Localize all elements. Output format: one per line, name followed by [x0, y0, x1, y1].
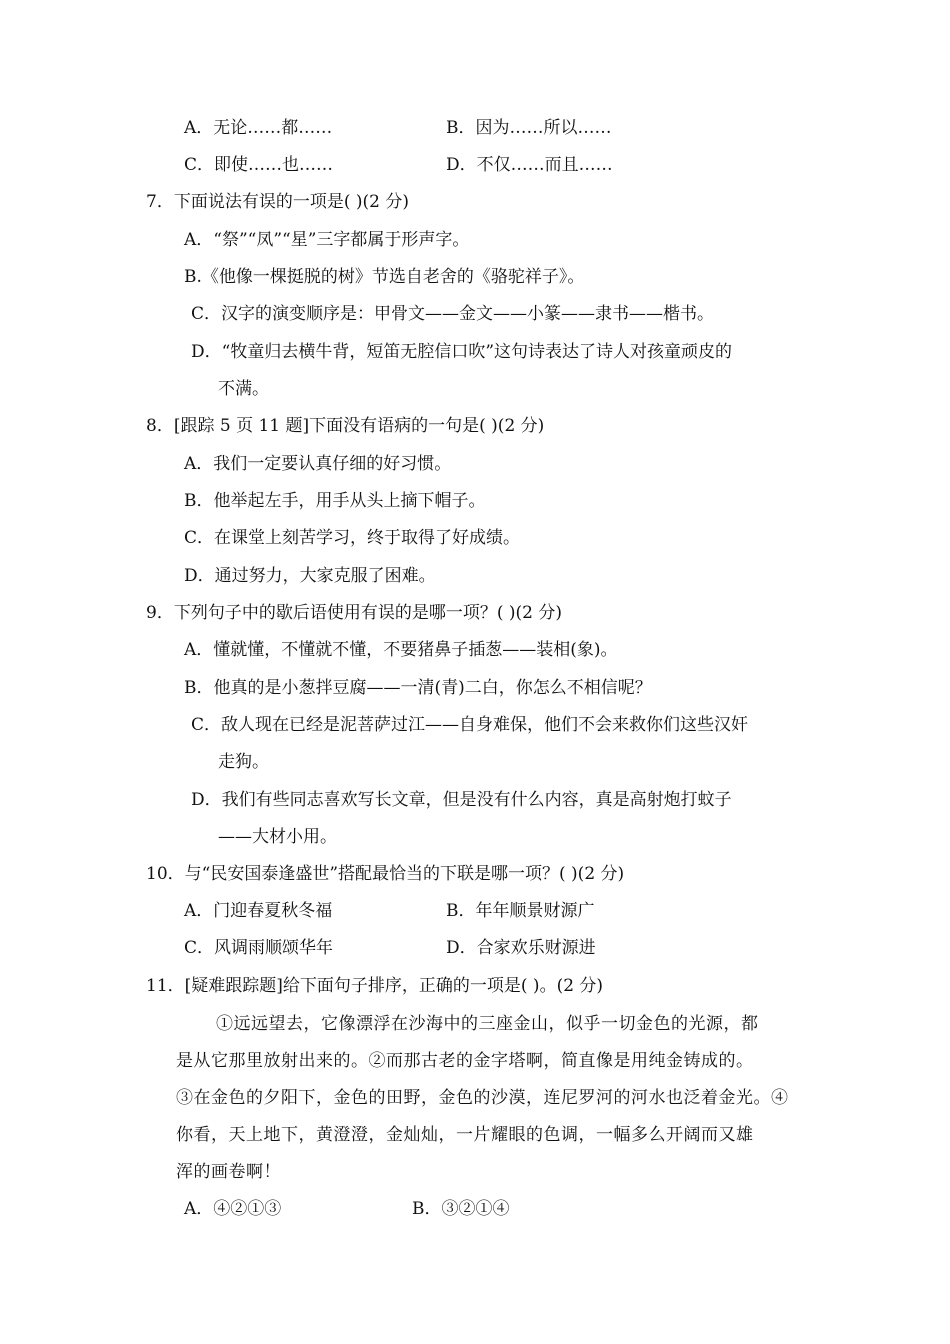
q9-option-b: B．他真的是小葱拌豆腐——一清(青)二白，你怎么不相信呢？: [184, 678, 652, 698]
q10-option-d: D．合家欢乐财源进: [446, 938, 596, 958]
q10-option-c: C．风调雨顺颂华年: [184, 938, 334, 958]
q11-passage-line: ①远远望去，它像漂浮在沙海中的三座金山，似乎一切金色的光源，都: [216, 1014, 759, 1034]
q7-option-d-line2: 不满。: [218, 379, 269, 399]
q9-stem: 9．下列句子中的歇后语使用有误的是哪一项？( )(2 分): [146, 603, 562, 623]
q10-option-b: B．年年顺景财源广: [446, 901, 595, 921]
q7-option-d-line1: D．“牧童归去横牛背，短笛无腔信口吹”这句诗表达了诗人对孩童顽皮的: [191, 342, 733, 362]
q8-stem: 8．[跟踪 5 页 11 题]下面没有语病的一句是( )(2 分): [146, 416, 545, 436]
q11-stem: 11．[疑难跟踪题]给下面句子排序，正确的一项是( )。(2 分): [146, 976, 604, 996]
q8-option-a: A．我们一定要认真仔细的好习惯。: [184, 454, 452, 474]
q9-option-c-line1: C．敌人现在已经是泥菩萨过江——自身难保，他们不会来救你们这些汉奸: [191, 715, 749, 735]
q8-option-c: C．在课堂上刻苦学习，终于取得了好成绩。: [184, 528, 521, 548]
q9-option-d-line1: D．我们有些同志喜欢写长文章，但是没有什么内容，真是高射炮打蚊子: [191, 790, 732, 810]
q11-passage-line: ③在金色的夕阳下，金色的田野，金色的沙漠，连尼罗河的河水也泛着金光。④: [176, 1088, 789, 1108]
q6-option-c: C．即使……也……: [184, 155, 334, 175]
q9-option-c-line2: 走狗。: [218, 752, 269, 772]
q9-option-a: A．懂就懂，不懂就不懂，不要猪鼻子插葱——装相(象)。: [184, 640, 618, 660]
q7-option-a: A．“祭”“凤”“星”三字都属于形声字。: [184, 230, 470, 250]
q11-passage-line: 你看，天上地下，黄澄澄，金灿灿，一片耀眼的色调，一幅多么开阔而又雄: [176, 1125, 754, 1145]
q10-stem: 10．与“民安国泰逢盛世”搭配最恰当的下联是哪一项？( )(2 分): [146, 864, 625, 884]
q6-option-d: D．不仅……而且……: [446, 155, 613, 175]
q11-passage: [176, 1006, 816, 1191]
q6-option-b: B．因为……所以……: [446, 118, 612, 138]
q7-stem: 7．下面说法有误的一项是( )(2 分): [146, 192, 409, 212]
q6-option-a: A．无论……都……: [184, 118, 333, 138]
q10-option-a: A．门迎春夏秋冬福: [184, 901, 333, 921]
q9-option-d-line2: ——大材小用。: [218, 827, 337, 847]
q11-option-b: B．③②①④: [412, 1199, 510, 1219]
q11-passage-line: 浑的画卷啊！: [176, 1162, 281, 1182]
q11-option-a: A．④②①③: [184, 1199, 282, 1219]
q7-option-b: B.《他像一棵挺脱的树》节选自老舍的《骆驼祥子》。: [184, 267, 585, 287]
q11-passage-line: 是从它那里放射出来的。②而那古老的金字塔啊，简直像是用纯金铸成的。: [176, 1051, 754, 1071]
q8-option-b: B．他举起左手，用手从头上摘下帽子。: [184, 491, 486, 511]
q8-option-d: D．通过努力，大家克服了困难。: [184, 566, 436, 586]
q7-option-c: C．汉字的演变顺序是：甲骨文——金文——小篆——隶书——楷书。: [191, 304, 715, 324]
